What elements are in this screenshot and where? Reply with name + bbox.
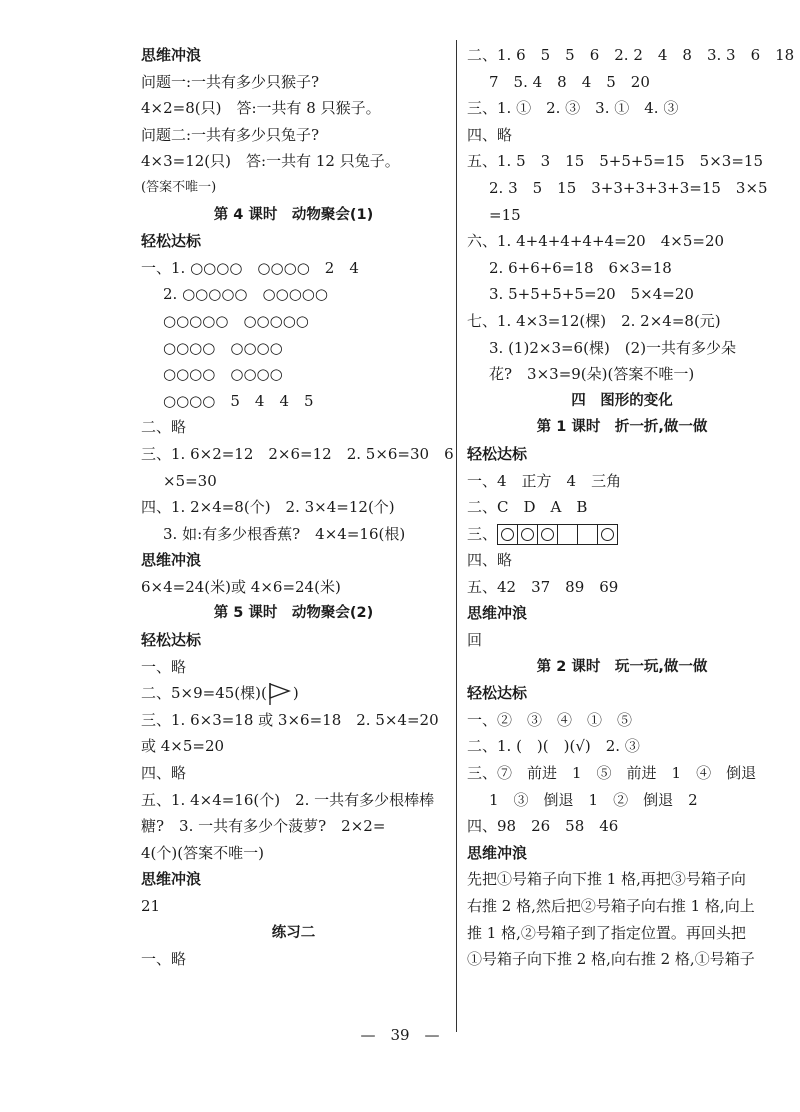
left-column bbox=[141, 42, 454, 973]
right-line bbox=[467, 148, 777, 175]
line-text: 先把①号箱子向下推 1 格,再把③号箱子向 bbox=[467, 870, 746, 889]
line-text: 轻松达标 bbox=[141, 232, 202, 251]
line-text: 轻松达标 bbox=[141, 631, 202, 650]
left-line bbox=[141, 760, 446, 787]
line-text: 4(个)(答案不唯一) bbox=[141, 843, 264, 862]
left-line bbox=[141, 946, 446, 973]
line-text: 6×4=24(米)或 4×6=24(米) bbox=[141, 577, 341, 596]
left-line bbox=[141, 388, 446, 415]
line-text: ○○○○ 5 4 4 5 bbox=[163, 391, 314, 410]
right-line bbox=[467, 308, 777, 335]
left-line bbox=[141, 148, 446, 175]
left-line bbox=[141, 600, 446, 627]
left-line bbox=[141, 441, 454, 468]
line-text: 一、② ③ ④ ① ⑤ bbox=[467, 710, 633, 729]
right-line bbox=[467, 494, 777, 521]
right-line bbox=[467, 95, 777, 122]
right-line bbox=[467, 281, 777, 308]
line-text: 二、1. 6 5 5 6 2. 2 4 8 3. 3 6 18 bbox=[467, 46, 795, 64]
line-text: 思维冲浪 bbox=[141, 46, 202, 64]
left-line bbox=[141, 95, 446, 122]
line-text: 一、略 bbox=[141, 657, 187, 676]
left-line bbox=[141, 787, 446, 814]
right-line bbox=[467, 840, 777, 867]
line-text: 四、98 26 58 46 bbox=[467, 817, 619, 836]
line-text: 回 bbox=[467, 631, 483, 650]
line-text: 三、 bbox=[467, 524, 498, 543]
line-text: 四、略 bbox=[467, 125, 513, 144]
left-line bbox=[141, 281, 446, 308]
line-text: 四、略 bbox=[141, 764, 187, 783]
line-text: 三、1. 6×2=12 2×6=12 2. 5×6=30 6 bbox=[141, 444, 454, 463]
line-text: ×5=30 bbox=[163, 471, 217, 490]
line-text: 思维冲浪 bbox=[141, 551, 202, 570]
line-text: 二、5×9=45(棵)( bbox=[141, 684, 267, 703]
line-text: 第 1 课时 折一折,做一做 bbox=[536, 419, 708, 436]
left-line bbox=[141, 627, 446, 654]
line-text: 一、4 正方 4 三角 bbox=[467, 471, 622, 490]
line-text: 思维冲浪 bbox=[467, 843, 528, 862]
right-line bbox=[467, 920, 777, 947]
line-text: 或 4×5=20 bbox=[141, 737, 225, 756]
right-line bbox=[467, 733, 777, 760]
right-line bbox=[467, 202, 777, 229]
right-line bbox=[467, 388, 777, 415]
line-text: 2. 6+6+6=18 6×3=18 bbox=[489, 258, 672, 277]
left-line bbox=[141, 840, 446, 867]
right-line bbox=[467, 654, 777, 681]
left-line bbox=[141, 707, 446, 734]
line-text: 练习二 bbox=[271, 924, 316, 941]
line-text: 四 图形的变化 bbox=[571, 392, 673, 409]
right-line bbox=[467, 255, 777, 282]
left-line bbox=[141, 494, 446, 521]
right-line bbox=[467, 866, 777, 893]
right-line bbox=[467, 361, 777, 388]
line-text: 糖? 3. 一共有多少个菠萝? 2×2= bbox=[141, 817, 386, 836]
line-text: 思维冲浪 bbox=[467, 604, 528, 623]
right-line bbox=[467, 574, 777, 601]
line-text: 一、1. ○○○○ ○○○○ 2 4 bbox=[141, 258, 359, 277]
right-line bbox=[467, 335, 777, 362]
right-line bbox=[467, 707, 777, 734]
line-text: 四、1. 2×4=8(个) 2. 3×4=12(个) bbox=[141, 498, 395, 517]
left-line bbox=[141, 920, 446, 947]
right-line bbox=[467, 600, 777, 627]
line-text: 3. 如:有多少根香蕉? 4×4=16(根) bbox=[163, 524, 406, 543]
line-text: 二、1. ( )( )(√) 2. ③ bbox=[467, 737, 640, 756]
left-line bbox=[141, 893, 446, 920]
line-text: 右推 2 格,然后把②号箱子向右推 1 格,向上 bbox=[467, 897, 755, 915]
left-line bbox=[141, 175, 446, 202]
line-text: 三、1. 6×3=18 或 3×6=18 2. 5×4=20 bbox=[141, 710, 439, 729]
line-text: 第 4 课时 动物聚会(1) bbox=[213, 206, 374, 223]
line-text: 第 2 课时 玩一玩,做一做 bbox=[536, 658, 708, 675]
right-line bbox=[467, 521, 777, 548]
right-line bbox=[467, 42, 795, 69]
line-text: 七、1. 4×3=12(棵) 2. 2×4=8(元) bbox=[467, 311, 721, 330]
left-line bbox=[141, 361, 446, 388]
line-text: 3. (1)2×3=6(棵) (2)一共有多少朵 bbox=[489, 338, 737, 357]
left-line bbox=[141, 335, 446, 362]
right-line bbox=[467, 893, 777, 920]
line-text: 三、1. ① 2. ③ 3. ① 4. ③ bbox=[467, 99, 679, 118]
line-text: 3. 5+5+5+5=20 5×4=20 bbox=[489, 285, 694, 304]
line-text: 第 5 课时 动物聚会(2) bbox=[213, 605, 374, 622]
right-line bbox=[467, 946, 777, 973]
left-line bbox=[141, 866, 446, 893]
line-text: 二、略 bbox=[141, 418, 187, 437]
right-line bbox=[467, 760, 777, 787]
left-line bbox=[141, 69, 446, 96]
left-line bbox=[141, 521, 446, 548]
line-text: ○○○○○ ○○○○○ bbox=[163, 311, 309, 330]
left-line bbox=[141, 308, 446, 335]
right-line bbox=[467, 122, 777, 149]
right-line bbox=[467, 175, 777, 202]
line-text: 思维冲浪 bbox=[141, 870, 202, 889]
line-text: ①号箱子向下推 2 格,向右推 2 格,①号箱子 bbox=[467, 950, 755, 969]
right-line bbox=[467, 414, 777, 441]
column-divider bbox=[456, 40, 457, 1032]
line-text: ○○○○ ○○○○ bbox=[163, 338, 283, 357]
left-line bbox=[141, 42, 446, 69]
right-line bbox=[467, 627, 777, 654]
right-column bbox=[467, 42, 795, 973]
right-line bbox=[467, 787, 777, 814]
right-line bbox=[467, 680, 777, 707]
line-text: 五、1. 4×4=16(个) 2. 一共有多少根棒棒 bbox=[141, 790, 435, 809]
box-with-circle-icon bbox=[537, 524, 558, 545]
box-with-circle-icon bbox=[597, 524, 618, 545]
left-line bbox=[141, 733, 446, 760]
left-line bbox=[141, 122, 446, 149]
line-text: 2. 3 5 15 3+3+3+3+3=15 3×5 bbox=[489, 178, 768, 197]
right-line bbox=[467, 69, 777, 96]
line-text: (答案不唯一) bbox=[141, 179, 217, 195]
line-text: 问题二:一共有多少只兔子? bbox=[141, 125, 320, 144]
line-text-end: ) bbox=[292, 684, 299, 703]
line-text: 推 1 格,②号箱子到了指定位置。再回头把 bbox=[467, 923, 746, 942]
line-text: ○○○○ ○○○○ bbox=[163, 365, 283, 384]
left-line bbox=[141, 468, 446, 495]
line-text: 7 5. 4 8 4 5 20 bbox=[489, 72, 650, 91]
flag-icon bbox=[267, 682, 293, 706]
left-line bbox=[141, 547, 446, 574]
line-text: 五、42 37 89 69 bbox=[467, 577, 619, 596]
line-text: 轻松达标 bbox=[467, 444, 528, 463]
left-line bbox=[141, 228, 446, 255]
left-line bbox=[141, 574, 446, 601]
line-text: 五、1. 5 3 15 5+5+5=15 5×3=15 bbox=[467, 152, 763, 171]
line-text: =15 bbox=[489, 205, 521, 224]
right-line bbox=[467, 547, 777, 574]
line-text: 四、略 bbox=[467, 551, 513, 570]
left-line bbox=[141, 202, 446, 229]
line-text: 六、1. 4+4+4+4+4=20 4×5=20 bbox=[467, 232, 725, 251]
right-line bbox=[467, 441, 777, 468]
right-line bbox=[467, 228, 777, 255]
line-text: 轻松达标 bbox=[467, 684, 528, 703]
empty-box-icon bbox=[577, 524, 598, 545]
line-text: 一、略 bbox=[141, 950, 187, 969]
line-text: 花? 3×3=9(朵)(答案不唯一) bbox=[489, 365, 695, 384]
line-text: 二、C D A B bbox=[467, 498, 588, 517]
box-with-circle-icon bbox=[517, 524, 538, 545]
box-with-circle-icon bbox=[497, 524, 518, 545]
line-text: 21 bbox=[141, 897, 161, 915]
empty-box-icon bbox=[557, 524, 578, 545]
left-line bbox=[141, 813, 446, 840]
line-text: 2. ○○○○○ ○○○○○ bbox=[163, 285, 328, 304]
line-text: 4×3=12(只) 答:一共有 12 只兔子。 bbox=[141, 152, 400, 171]
left-line bbox=[141, 414, 446, 441]
line-text: 4×2=8(只) 答:一共有 8 只猴子。 bbox=[141, 99, 381, 118]
right-line bbox=[467, 468, 777, 495]
line-text: 三、⑦ 前进 1 ⑤ 前进 1 ④ 倒退 bbox=[467, 764, 757, 783]
right-line bbox=[467, 813, 777, 840]
left-line bbox=[141, 654, 446, 681]
page-number: — 39 — bbox=[360, 1026, 440, 1044]
left-line bbox=[141, 255, 446, 282]
left-line bbox=[141, 680, 446, 707]
line-text: 1 ③ 倒退 1 ② 倒退 2 bbox=[489, 790, 698, 809]
line-text: 问题一:一共有多少只猴子? bbox=[141, 72, 320, 91]
